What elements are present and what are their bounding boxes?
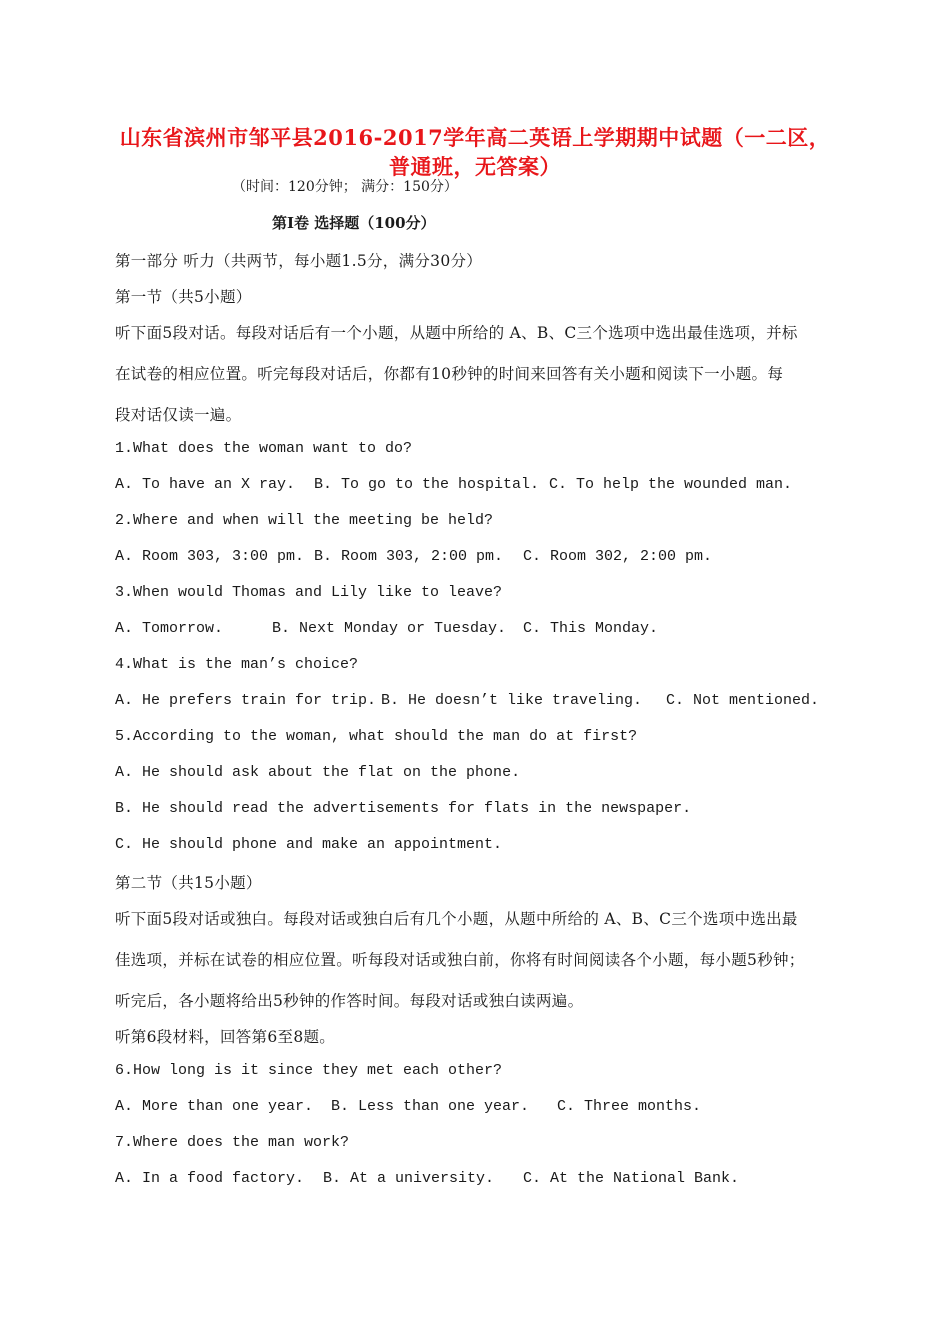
option-a: A. He should ask about the flat on the phone. — [115, 764, 521, 781]
section2-instruction: 听完后，各小题将给出5秒钟的作答时间。每段对话或独白读两遍。 — [115, 992, 584, 1010]
option-c: C. At the National Bank. — [523, 1170, 740, 1187]
option-c: C. Room 302, 2:00 pm. — [523, 548, 713, 565]
option-a: A. Tomorrow. — [115, 620, 224, 637]
section2-instruction: 听下面5段对话或独白。每段对话或独白后有几个小题，从题中所给的 A、B、C三个选项中选出最 — [115, 910, 798, 928]
section1-instruction: 听下面5段对话。每段对话后有一个小题，从题中所给的 A、B、C三个选项中选出最佳选项，并标 — [115, 324, 798, 342]
option-c: C. Three months. — [557, 1098, 702, 1115]
section1-heading: 第一节（共5小题） — [115, 288, 252, 306]
section2-heading: 第二节（共15小题） — [115, 874, 262, 892]
option-b: B. At a university. — [323, 1170, 495, 1187]
section1-instruction: 在试卷的相应位置。听完每段对话后，你都有10秒钟的时间来回答有关小题和阅读下一小题。每 — [115, 365, 784, 383]
option-b: B. Room 303, 2:00 pm. — [314, 548, 504, 565]
question-3-options — [115, 620, 658, 637]
option-b: B. To go to the hospital. — [314, 476, 540, 493]
part1-heading: 第一部分 听力（共两节，每小题1.5分，满分30分） — [115, 252, 483, 270]
question-1-options — [115, 476, 792, 493]
option-a: A. He prefers train for trip. — [115, 692, 377, 709]
question-2: 2.Where and when will the meeting be held? — [115, 512, 494, 529]
question-6: 6.How long is it since they met each other? — [115, 1062, 503, 1079]
option-a: A. Room 303, 3:00 pm. — [115, 548, 305, 565]
option-c: C. To help the wounded man. — [549, 476, 793, 493]
option-c: C. This Monday. — [523, 620, 659, 637]
page-title-line-1: 山东省滨州市邹平县2016-2017学年高二英语上学期期中试题（一二区， — [119, 125, 831, 150]
question-1: 1.What does the woman want to do? — [115, 440, 413, 457]
option-a: A. In a food factory. — [115, 1170, 305, 1187]
exam-meta: （时间：120分钟； 满分：150分） — [232, 179, 458, 195]
material-6-note: 听第6段材料，回答第6至8题。 — [115, 1028, 336, 1046]
section1-instruction: 段对话仅读一遍。 — [115, 406, 242, 424]
question-4-options — [115, 692, 819, 709]
question-6-options — [115, 1098, 701, 1115]
question-4: 4.What is the man’s choice? — [115, 656, 359, 673]
question-5: 5.According to the woman, what should the man do at first? — [115, 728, 638, 745]
option-b: B. Next Monday or Tuesday. — [272, 620, 507, 637]
option-c: C. He should phone and make an appointment. — [115, 836, 503, 853]
question-2-options — [115, 548, 712, 565]
question-7: 7.Where does the man work? — [115, 1134, 350, 1151]
option-b: B. He doesn’t like traveling. — [381, 692, 643, 709]
option-a: A. To have an X ray. — [115, 476, 296, 493]
option-b: B. He should read the advertisements for flats in the newspaper. — [115, 800, 692, 817]
option-c: C. Not mentioned. — [666, 692, 820, 709]
option-b: B. Less than one year. — [331, 1098, 530, 1115]
option-a: A. More than one year. — [115, 1098, 314, 1115]
question-7-options — [115, 1170, 739, 1187]
section-title: 第Ⅰ卷 选择题（100分） — [272, 214, 436, 232]
page-title-line-2: 普通班，无答案） — [389, 154, 561, 179]
section2-instruction: 佳选项，并标在试卷的相应位置。听每段对话或独白前，你将有时间阅读各个小题，每小题5秒钟； — [115, 951, 805, 969]
question-3: 3.When would Thomas and Lily like to leave? — [115, 584, 503, 601]
